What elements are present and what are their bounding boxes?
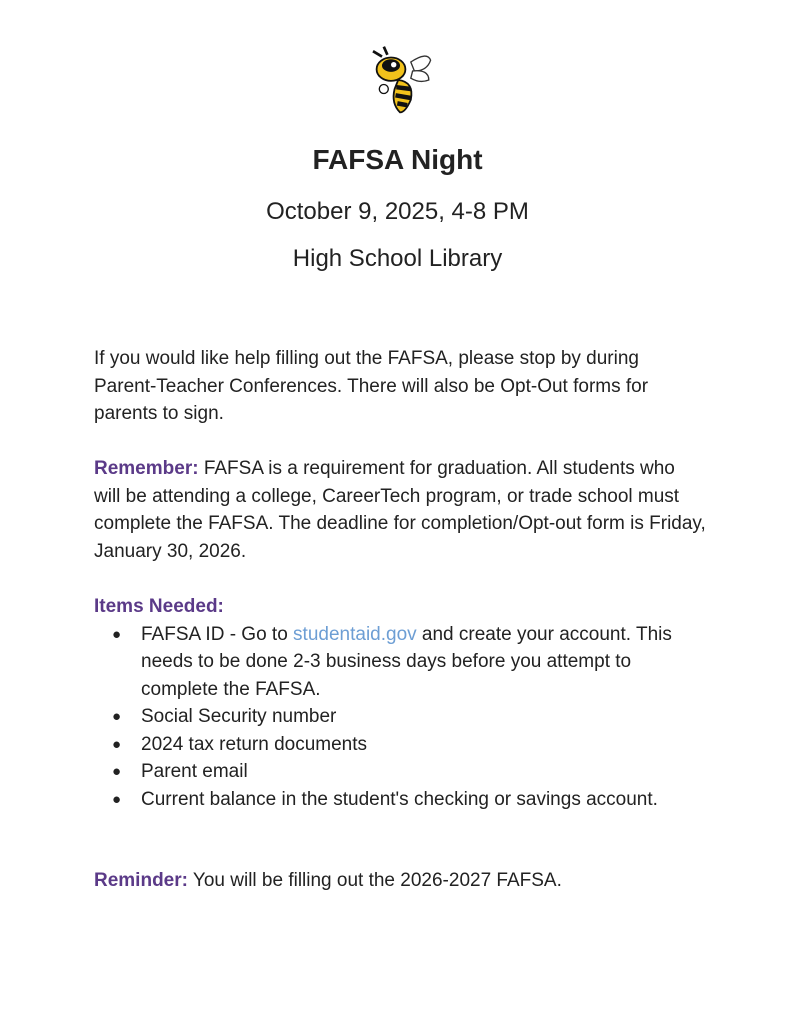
list-item: ● Social Security number [94,703,706,731]
reminder-text: You will be filling out the 2026-2027 FAFSA. [187,870,562,891]
item-text: FAFSA ID - Go to [141,623,294,645]
reminder-paragraph [94,867,706,895]
list-item [94,621,706,704]
remember-paragraph [94,455,706,565]
items-heading: Items Needed: [94,596,224,617]
items-list [94,621,706,814]
yellow-jacket-logo [364,44,436,116]
reminder-label: Reminder: [94,870,188,891]
item-text: and create your account. This needs to be done 2-3 business days before you attempt to complete the FAFSA. [141,623,672,700]
list-item: ● 2024 tax return documents [94,731,706,759]
page-title: FAFSA Night [312,144,483,175]
studentaid-link[interactable]: studentaid.gov [293,623,417,645]
remember-text: FAFSA is a requirement for graduation. All students who will be attending a college, CareerTech program, or trade school must complete the FAFSA. The deadline for completion/Opt-out form is Friday, January 30, 2026. [94,458,706,562]
items-section [94,593,706,813]
list-item: ● Parent email [94,758,706,786]
event-datetime: October 9, 2025, 4-8 PM [266,198,529,225]
list-item: ● Current balance in the student's checking or savings account. [94,786,706,814]
event-location: High School Library [292,245,503,272]
intro-paragraph: If you would like help filling out the FAFSA, please stop by during Parent-Teacher Conferences. There will also be Opt-Out forms for parents to sign. [94,348,649,424]
remember-label: Remember: [94,458,199,479]
